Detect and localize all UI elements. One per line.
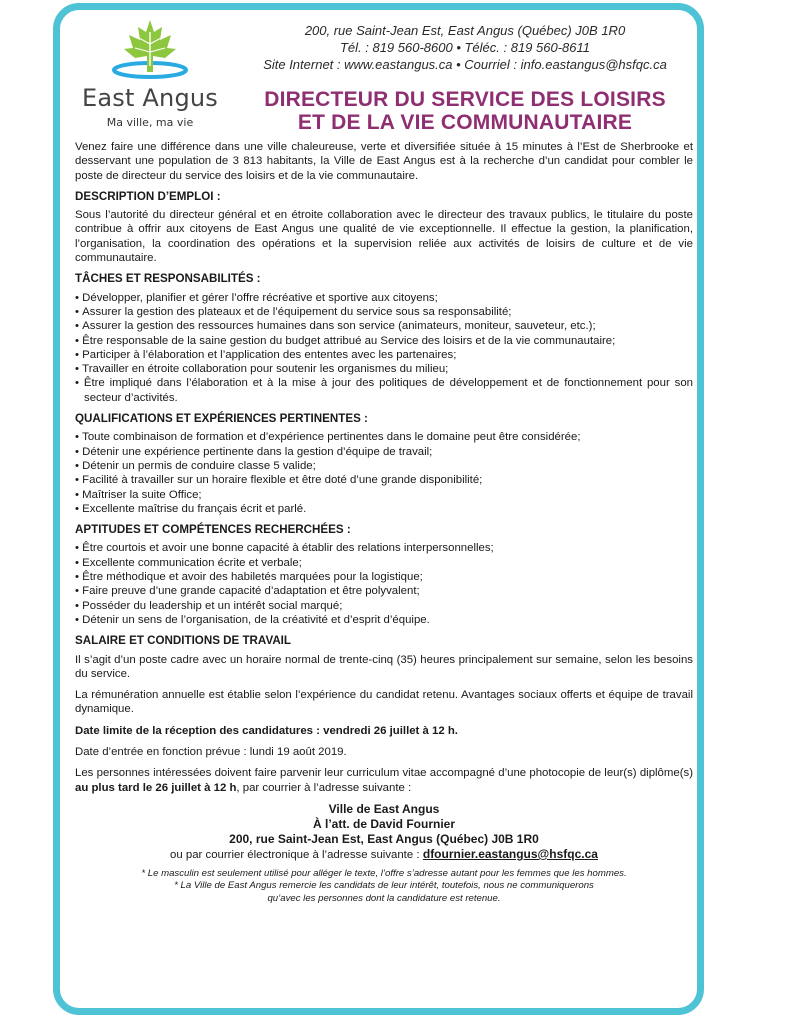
job-posting-body [75,140,693,905]
list-item: • Toute combinaison de formation et d’expérience pertinentes dans le domaine peut être considérée; [75,430,693,444]
qualifications-list [75,430,693,516]
list-item: • Être méthodique et avoir des habiletés marquées pour la logistique; [75,570,693,584]
intro-paragraph: Venez faire une différence dans une ville chaleureuse, verte et diversifiée située à 15 minutes à l’Est de Sherbrooke et desservant une population de 3 813 habitants, la Ville de East Angus est à la recherche d’un candidat pour combler le poste de directeur du service des loisirs et de la vie communautaire. [75,141,693,182]
contact-web: Site Internet : www.eastangus.ca • Courriel : info.eastangus@hsfqc.ca [263,57,667,72]
skills-heading: APTITUDES ET COMPÉTENCES RECHERCHÉES : [75,523,351,537]
list-item: • Assurer la gestion des plateaux et de l’équipement du service sous sa responsabilité; [75,305,693,319]
salary-text-1: Il s’agit d’un poste cadre avec un horaire normal de trente-cinq (35) heures principalement sur semaine, selon les besoins du service. [75,653,693,680]
apply-paragraph [75,766,693,795]
description-text: Sous l’autorité du directeur général et en étroite collaboration avec le directeur des travaux publics, le titulaire du poste contribue à offrir aux citoyens de East Angus une qualité de vie exceptionnelle. Il effectue la gestion, la planification, l’organisation, la coordination des opérations et la supervision reliée aux activités de loisirs de culture et de vie communautaire. [75,209,693,265]
east-angus-logo [75,18,225,136]
list-item: • Développer, planifier et gérer l’offre récréative et sportive aux citoyens; [75,291,693,305]
list-item: • Être courtois et avoir une bonne capacité à établir des relations interpersonnelles; [75,541,693,555]
logo-slogan: Ma ville, ma vie [106,116,194,129]
list-item: • Détenir une expérience pertinente dans la gestion d’équipe de travail; [75,445,693,459]
list-item: • Assurer la gestion des ressources humaines dans son service (animateurs, moniteur, sauveteur, etc.); [75,319,693,333]
job-title-line2: ET DE LA VIE COMMUNAUTAIRE [297,111,633,134]
description-heading: DESCRIPTION D’EMPLOI : [75,189,221,203]
contact-block [240,22,690,73]
list-item: • Participer à l’élaboration et l’application des ententes avec les partenaires; [75,348,693,362]
contact-address: 200, rue Saint-Jean Est, East Angus (Québec) J0B 1R0 [304,23,626,38]
email-prefix: ou par courrier électronique à l’adresse suivante : [170,848,420,861]
qualifications-heading: QUALIFICATIONS ET EXPÉRIENCES PERTINENTES : [75,412,368,426]
salary-heading: SALAIRE ET CONDITIONS DE TRAVAIL [75,634,291,648]
footnote-3: qu’avec les personnes dont la candidature est retenue. [267,892,501,904]
skills-list [75,541,693,627]
tasks-heading: TÂCHES ET RESPONSABILITÉS : [75,272,261,286]
salary-text-2: La rémunération annuelle est établie selon l’expérience du candidat retenu. Avantages sociaux offerts et équipe de travail dynamique. [75,689,693,716]
mailing-line-3: 200, rue Saint-Jean Est, East Angus (Québec) J0B 1R0 [229,831,539,846]
list-item: • Facilité à travailler sur un horaire flexible et être doté d’une grande disponibilité; [75,473,693,487]
list-item: • Faire preuve d’une grande capacité d’adaptation et être polyvalent; [75,584,693,598]
job-title [240,88,690,134]
start-date-text: Date d’entrée en fonction prévue : lundi 19 août 2019. [75,745,347,758]
apply-deadline: au plus tard le 26 juillet à 12 h [75,781,237,794]
list-item: • Détenir un sens de l’organisation, de la créativité et d’esprit d’équipe. [75,613,693,627]
mailing-line-1: Ville de East Angus [328,801,440,816]
list-item: • Détenir un permis de conduire classe 5 valide; [75,459,693,473]
list-item: • Être responsable de la saine gestion du budget attribué au Service des loisirs et de la vie communautaire; [75,334,693,348]
list-item: • Excellente maîtrise du français écrit et parlé. [75,502,693,516]
mailing-line-2: À l’att. de David Fournier [312,816,456,831]
contact-phones: Tél. : 819 560-8600 • Téléc. : 819 560-8611 [339,40,591,55]
list-item: • Excellente communication écrite et verbale; [75,556,693,570]
footnotes [75,868,693,906]
apply-text-start: Les personnes intéressées doivent faire parvenir leur curriculum vitae accompagné d’une photocopie de leur(s) diplôme(s) [75,767,693,780]
list-item: • Être impliqué dans l’élaboration et à la mise à jour des politiques de développement et de fonctionnement pour son secteur d’activités. [75,376,693,405]
tasks-list [75,291,693,405]
apply-text-end: , par courrier à l’adresse suivante : [236,781,412,794]
logo-name: East Angus [82,84,218,112]
list-item: • Posséder du leadership et un intérêt social marqué; [75,599,693,613]
footnote-1: * Le masculin est seulement utilisé pour alléger le texte, l’offre s’adresse autant pour les femmes que les hommes. [141,867,627,879]
mailing-address [75,802,693,863]
maple-leaf-icon [75,18,225,84]
job-title-line1: DIRECTEUR DU SERVICE DES LOISIRS [264,88,666,111]
list-item: • Maîtriser la suite Office; [75,488,693,502]
deadline-text: Date limite de la réception des candidatures : vendredi 26 juillet à 12 h. [75,724,458,737]
email-link[interactable]: dfournier.eastangus@hsfqc.ca [422,846,598,861]
list-item: • Travailler en étroite collaboration pour soutenir les organismes du milieu; [75,362,693,376]
footnote-2: * La Ville de East Angus remercie les candidats de leur intérêt, toutefois, nous ne communiquerons [174,880,594,892]
